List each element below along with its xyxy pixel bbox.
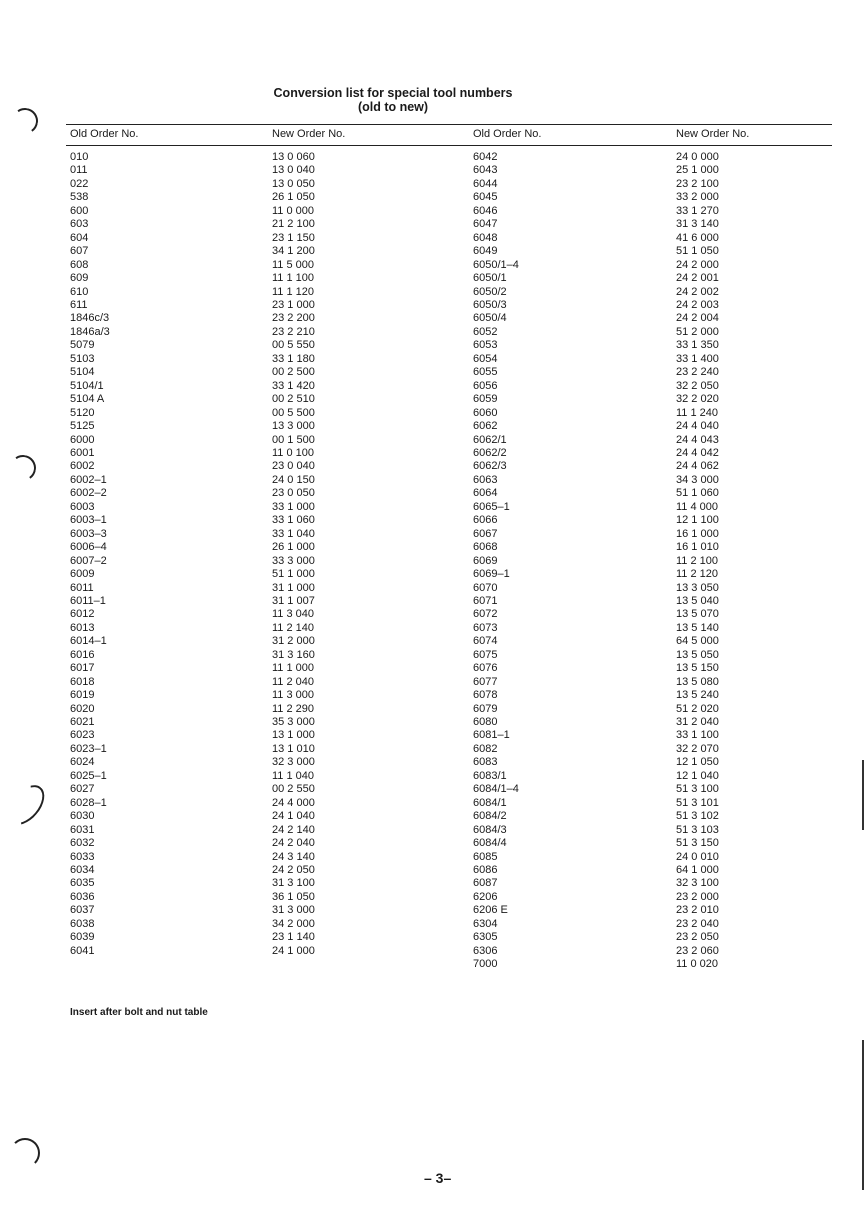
table-cell: 5104 A <box>70 393 105 406</box>
table-cell: 51 3 100 <box>676 783 719 796</box>
table-cell: 6002 <box>70 460 95 473</box>
table-cell: 1846c/3 <box>70 312 110 325</box>
table-cell: 25 1 000 <box>676 164 719 177</box>
table-cell: 6053 <box>473 339 498 352</box>
table-cell: 5104/1 <box>70 379 104 392</box>
table-cell: 23 1 000 <box>272 298 315 311</box>
table-cell: 6082 <box>473 742 498 755</box>
table-cell: 6070 <box>473 581 498 594</box>
table-cell: 6033 <box>70 850 95 863</box>
table-cell: 11 5 000 <box>272 258 315 271</box>
table-cell: 24 4 000 <box>272 796 315 809</box>
table-cell: 32 2 050 <box>676 379 719 392</box>
table-cell: 33 1 180 <box>272 352 315 365</box>
table-cell: 6002–2 <box>70 487 107 500</box>
table-cell: 6021 <box>70 716 95 729</box>
header-new-order-1: New Order No. <box>272 128 346 140</box>
table-cell: 6031 <box>70 823 95 836</box>
table-cell: 64 5 000 <box>676 635 719 648</box>
table-cell: 6009 <box>70 568 95 581</box>
table-cell: 00 2 500 <box>272 366 315 379</box>
table-cell: 23 2 200 <box>272 312 315 325</box>
table-cell: 6011 <box>70 581 94 594</box>
table-cell: 24 2 000 <box>676 258 719 271</box>
table-cell: 6054 <box>473 352 498 365</box>
table-cell: 6084/1 <box>473 796 507 809</box>
table-cell: 33 1 350 <box>676 339 719 352</box>
table-cell: 23 2 100 <box>676 177 719 190</box>
table-top-rule <box>66 124 832 125</box>
table-cell: 6083 <box>473 756 498 769</box>
table-cell: 6050/1 <box>473 272 507 285</box>
table-cell: 24 0 000 <box>676 151 719 163</box>
table-cell: 11 2 120 <box>676 568 719 581</box>
table-cell: 7000 <box>473 958 498 971</box>
table-cell: 6023–1 <box>70 742 107 755</box>
table-cell: 6035 <box>70 877 95 890</box>
table-cell: 31 3 160 <box>272 648 315 661</box>
table-cell: 24 0 150 <box>272 473 315 486</box>
table-cell: 604 <box>70 231 89 244</box>
page-number: – 3– <box>424 1170 452 1186</box>
table-cell: 31 3 000 <box>272 904 315 917</box>
table-header-rule <box>66 145 832 146</box>
table-cell: 34 2 000 <box>272 917 315 930</box>
table-cell: 24 1 040 <box>272 810 315 823</box>
table-cell: 13 5 140 <box>676 621 719 634</box>
table-cell: 608 <box>70 258 89 271</box>
table-cell: 6017 <box>70 662 95 675</box>
table-cell: 23 0 050 <box>272 487 315 500</box>
binder-hole-mark <box>0 778 51 831</box>
table-cell: 24 4 062 <box>676 460 719 473</box>
table-cell: 5104 <box>70 366 95 379</box>
table-cell: 32 3 100 <box>676 877 719 890</box>
table-cell: 11 0 020 <box>676 958 719 971</box>
table-cell: 23 2 000 <box>676 890 719 903</box>
table-cell: 11 1 240 <box>676 406 719 419</box>
table-cell: 6037 <box>70 904 95 917</box>
table-cell: 6048 <box>473 231 498 244</box>
table-cell: 6083/1 <box>473 769 507 782</box>
table-cell: 5125 <box>70 420 95 433</box>
table-cell: 6084/3 <box>473 823 507 836</box>
column-right-new-order <box>676 151 719 972</box>
table-cell: 6049 <box>473 245 498 258</box>
table-cell: 11 3 040 <box>272 608 315 621</box>
table-cell: 13 0 060 <box>272 151 315 163</box>
table-cell: 23 2 240 <box>676 366 719 379</box>
table-cell: 6050/4 <box>473 312 507 325</box>
table-cell: 12 1 100 <box>676 514 719 527</box>
table-cell: 6063 <box>473 473 498 486</box>
table-cell: 611 <box>70 298 88 311</box>
table-cell: 12 1 040 <box>676 769 719 782</box>
table-cell: 11 2 140 <box>272 621 315 634</box>
table-cell: 6014–1 <box>70 635 107 648</box>
table-cell: 13 1 000 <box>272 729 315 742</box>
table-cell: 16 1 010 <box>676 541 719 554</box>
table-cell: 23 2 050 <box>676 931 719 944</box>
table-cell: 6065–1 <box>473 500 510 513</box>
table-cell: 6305 <box>473 931 498 944</box>
table-cell: 24 2 002 <box>676 285 719 298</box>
table-cell: 35 3 000 <box>272 716 315 729</box>
column-left-new-order <box>272 151 315 958</box>
table-cell: 31 2 040 <box>676 716 719 729</box>
column-right-old-order <box>473 151 519 972</box>
table-cell: 6032 <box>70 837 95 850</box>
table-cell: 13 0 040 <box>272 164 315 177</box>
table-cell: 6020 <box>70 702 95 715</box>
table-cell: 6076 <box>473 662 498 675</box>
table-cell: 12 1 050 <box>676 756 719 769</box>
table-cell: 33 1 420 <box>272 379 315 392</box>
table-cell: 6081–1 <box>473 729 510 742</box>
table-cell: 610 <box>70 285 89 298</box>
table-cell: 13 5 240 <box>676 689 719 702</box>
table-cell: 32 2 020 <box>676 393 719 406</box>
table-cell: 6028–1 <box>70 796 107 809</box>
table-cell: 32 2 070 <box>676 742 719 755</box>
table-cell: 51 2 000 <box>676 325 719 338</box>
table-cell: 31 3 140 <box>676 218 719 231</box>
table-cell: 36 1 050 <box>272 890 315 903</box>
table-cell: 6079 <box>473 702 498 715</box>
table-cell: 24 3 140 <box>272 850 315 863</box>
table-cell: 5120 <box>70 406 95 419</box>
table-cell: 6041 <box>70 944 95 957</box>
table-cell: 6030 <box>70 810 95 823</box>
table-cell: 31 3 100 <box>272 877 315 890</box>
table-cell: 6039 <box>70 931 95 944</box>
table-cell: 33 1 060 <box>272 514 315 527</box>
table-cell: 6047 <box>473 218 498 231</box>
table-cell: 13 1 010 <box>272 742 315 755</box>
table-cell: 6304 <box>473 917 498 930</box>
table-cell: 24 4 040 <box>676 420 719 433</box>
table-cell: 00 5 550 <box>272 339 315 352</box>
table-cell: 13 5 050 <box>676 648 719 661</box>
table-cell: 6080 <box>473 716 498 729</box>
table-cell: 11 1 100 <box>272 272 315 285</box>
table-cell: 64 1 000 <box>676 864 719 877</box>
table-cell: 6003–1 <box>70 514 107 527</box>
document-title <box>0 87 786 114</box>
binder-hole-mark <box>10 1138 40 1168</box>
table-cell: 6044 <box>473 177 498 190</box>
table-cell: 600 <box>70 204 89 217</box>
table-cell: 6069 <box>473 554 498 567</box>
table-cell: 6001 <box>70 446 95 459</box>
table-cell: 6071 <box>473 594 498 607</box>
table-cell: 6062/3 <box>473 460 507 473</box>
table-cell: 41 6 000 <box>676 231 719 244</box>
table-cell: 6023 <box>70 729 95 742</box>
table-cell: 24 1 000 <box>272 944 315 957</box>
table-cell: 6046 <box>473 204 498 217</box>
table-cell: 51 1 050 <box>676 245 719 258</box>
table-cell: 23 2 010 <box>676 904 719 917</box>
table-cell: 6064 <box>473 487 498 500</box>
table-cell: 11 4 000 <box>676 500 719 513</box>
table-cell: 6078 <box>473 689 498 702</box>
table-cell: 6024 <box>70 756 95 769</box>
table-cell: 23 0 040 <box>272 460 315 473</box>
table-cell: 33 1 040 <box>272 527 315 540</box>
table-cell: 51 3 102 <box>676 810 719 823</box>
table-cell: 51 1 000 <box>272 568 315 581</box>
table-cell: 24 4 042 <box>676 446 719 459</box>
table-cell: 6084/2 <box>473 810 507 823</box>
table-cell: 6072 <box>473 608 498 621</box>
table-cell: 00 5 500 <box>272 406 315 419</box>
table-cell: 13 0 050 <box>272 177 315 190</box>
table-cell: 6012 <box>70 608 95 621</box>
table-cell: 51 2 020 <box>676 702 719 715</box>
header-new-order-2: New Order No. <box>676 128 750 140</box>
table-cell: 51 3 101 <box>676 796 719 809</box>
table-cell: 6006–4 <box>70 541 107 554</box>
table-cell: 33 1 100 <box>676 729 719 742</box>
table-cell: 6062 <box>473 420 498 433</box>
table-cell: 11 1 040 <box>272 769 315 782</box>
table-cell: 6086 <box>473 864 498 877</box>
table-cell: 6073 <box>473 621 498 634</box>
table-cell: 23 2 060 <box>676 944 719 957</box>
table-cell: 6018 <box>70 675 95 688</box>
table-cell: 609 <box>70 272 89 285</box>
insert-note: Insert after bolt and nut table <box>70 1007 208 1018</box>
table-cell: 6027 <box>70 783 95 796</box>
table-cell: 607 <box>70 245 89 258</box>
table-cell: 010 <box>70 151 89 163</box>
table-cell: 34 1 200 <box>272 245 315 258</box>
table-cell: 11 0 100 <box>272 446 315 459</box>
table-cell: 6084/4 <box>473 837 507 850</box>
table-cell: 6077 <box>473 675 498 688</box>
table-cell: 6050/3 <box>473 298 507 311</box>
table-cell: 6052 <box>473 325 498 338</box>
table-cell: 24 2 050 <box>272 864 315 877</box>
table-cell: 21 2 100 <box>272 218 315 231</box>
table-cell: 011 <box>70 164 88 177</box>
table-cell: 6036 <box>70 890 95 903</box>
table-cell: 6013 <box>70 621 95 634</box>
table-cell: 6306 <box>473 944 498 957</box>
table-cell: 6019 <box>70 689 95 702</box>
table-cell: 51 1 060 <box>676 487 719 500</box>
table-cell: 00 2 550 <box>272 783 315 796</box>
table-cell: 33 2 000 <box>676 191 719 204</box>
table-cell: 6074 <box>473 635 498 648</box>
scan-edge-shadow <box>862 760 864 830</box>
table-cell: 51 3 150 <box>676 837 719 850</box>
table-cell: 6084/1–4 <box>473 783 519 796</box>
table-cell: 33 1 000 <box>272 500 315 513</box>
table-cell: 34 3 000 <box>676 473 719 486</box>
table-cell: 6025–1 <box>70 769 107 782</box>
table-cell: 6042 <box>473 151 498 163</box>
table-cell: 6050/1–4 <box>473 258 519 271</box>
table-cell: 6002–1 <box>70 473 107 486</box>
table-cell: 23 2 210 <box>272 325 315 338</box>
table-cell: 6066 <box>473 514 498 527</box>
table-cell: 33 1 400 <box>676 352 719 365</box>
table-cell: 13 5 150 <box>676 662 719 675</box>
table-cell: 11 2 290 <box>272 702 315 715</box>
table-cell: 11 1 120 <box>272 285 315 298</box>
table-cell: 32 3 000 <box>272 756 315 769</box>
table-cell: 1846a/3 <box>70 325 110 338</box>
table-cell: 6043 <box>473 164 498 177</box>
table-cell: 6050/2 <box>473 285 507 298</box>
table-cell: 31 1 000 <box>272 581 315 594</box>
table-cell: 6060 <box>473 406 498 419</box>
header-old-order-1: Old Order No. <box>70 128 139 140</box>
table-cell: 31 1 007 <box>272 594 315 607</box>
title-line-2: (old to new) <box>357 99 429 114</box>
table-cell: 6034 <box>70 864 95 877</box>
table-cell: 6087 <box>473 877 498 890</box>
table-cell: 6011–1 <box>70 594 106 607</box>
table-cell: 6055 <box>473 366 498 379</box>
table-cell: 00 1 500 <box>272 433 315 446</box>
table-cell: 6038 <box>70 917 95 930</box>
scan-edge-shadow <box>862 1040 864 1190</box>
table-cell: 13 3 000 <box>272 420 315 433</box>
table-cell: 6016 <box>70 648 95 661</box>
table-cell: 6003–3 <box>70 527 107 540</box>
binder-hole-mark <box>8 453 38 483</box>
table-cell: 24 4 043 <box>676 433 719 446</box>
table-cell: 13 3 050 <box>676 581 719 594</box>
table-cell: 23 1 140 <box>272 931 315 944</box>
table-cell: 24 2 040 <box>272 837 315 850</box>
table-cell: 6085 <box>473 850 498 863</box>
table-cell: 24 2 004 <box>676 312 719 325</box>
table-cell: 11 0 000 <box>272 204 315 217</box>
table-cell: 26 1 000 <box>272 541 315 554</box>
table-cell: 5079 <box>70 339 95 352</box>
table-cell: 26 1 050 <box>272 191 315 204</box>
table-cell: 31 2 000 <box>272 635 315 648</box>
table-cell: 23 1 150 <box>272 231 315 244</box>
table-cell: 24 2 140 <box>272 823 315 836</box>
table-cell: 6045 <box>473 191 498 204</box>
table-cell: 6062/1 <box>473 433 507 446</box>
table-cell: 538 <box>70 191 89 204</box>
table-cell: 33 1 270 <box>676 204 719 217</box>
table-cell: 6056 <box>473 379 498 392</box>
table-cell: 6003 <box>70 500 95 513</box>
table-cell: 13 5 070 <box>676 608 719 621</box>
table-cell: 6068 <box>473 541 498 554</box>
table-cell: 6059 <box>473 393 498 406</box>
table-cell: 23 2 040 <box>676 917 719 930</box>
table-cell: 16 1 000 <box>676 527 719 540</box>
table-cell: 00 2 510 <box>272 393 315 406</box>
header-old-order-2: Old Order No. <box>473 128 542 140</box>
table-cell: 13 5 080 <box>676 675 719 688</box>
table-cell: 6067 <box>473 527 498 540</box>
table-cell: 6000 <box>70 433 95 446</box>
table-cell: 11 1 000 <box>272 662 315 675</box>
table-cell: 24 2 001 <box>676 272 719 285</box>
table-cell: 13 5 040 <box>676 594 719 607</box>
title-line-1: Conversion list for special tool numbers <box>273 86 513 100</box>
table-cell: 24 0 010 <box>676 850 719 863</box>
table-cell: 603 <box>70 218 89 231</box>
table-cell: 11 2 040 <box>272 675 315 688</box>
table-cell: 5103 <box>70 352 95 365</box>
table-cell: 6075 <box>473 648 498 661</box>
table-cell: 6206 E <box>473 904 508 917</box>
column-left-old-order <box>70 151 110 958</box>
table-cell: 24 2 003 <box>676 298 719 311</box>
table-cell: 11 2 100 <box>676 554 719 567</box>
table-cell: 11 3 000 <box>272 689 315 702</box>
table-cell: 022 <box>70 177 89 190</box>
table-cell: 51 3 103 <box>676 823 719 836</box>
table-cell: 6069–1 <box>473 568 510 581</box>
table-cell: 6206 <box>473 890 498 903</box>
table-cell: 33 3 000 <box>272 554 315 567</box>
table-cell: 6062/2 <box>473 446 507 459</box>
table-cell: 6007–2 <box>70 554 107 567</box>
